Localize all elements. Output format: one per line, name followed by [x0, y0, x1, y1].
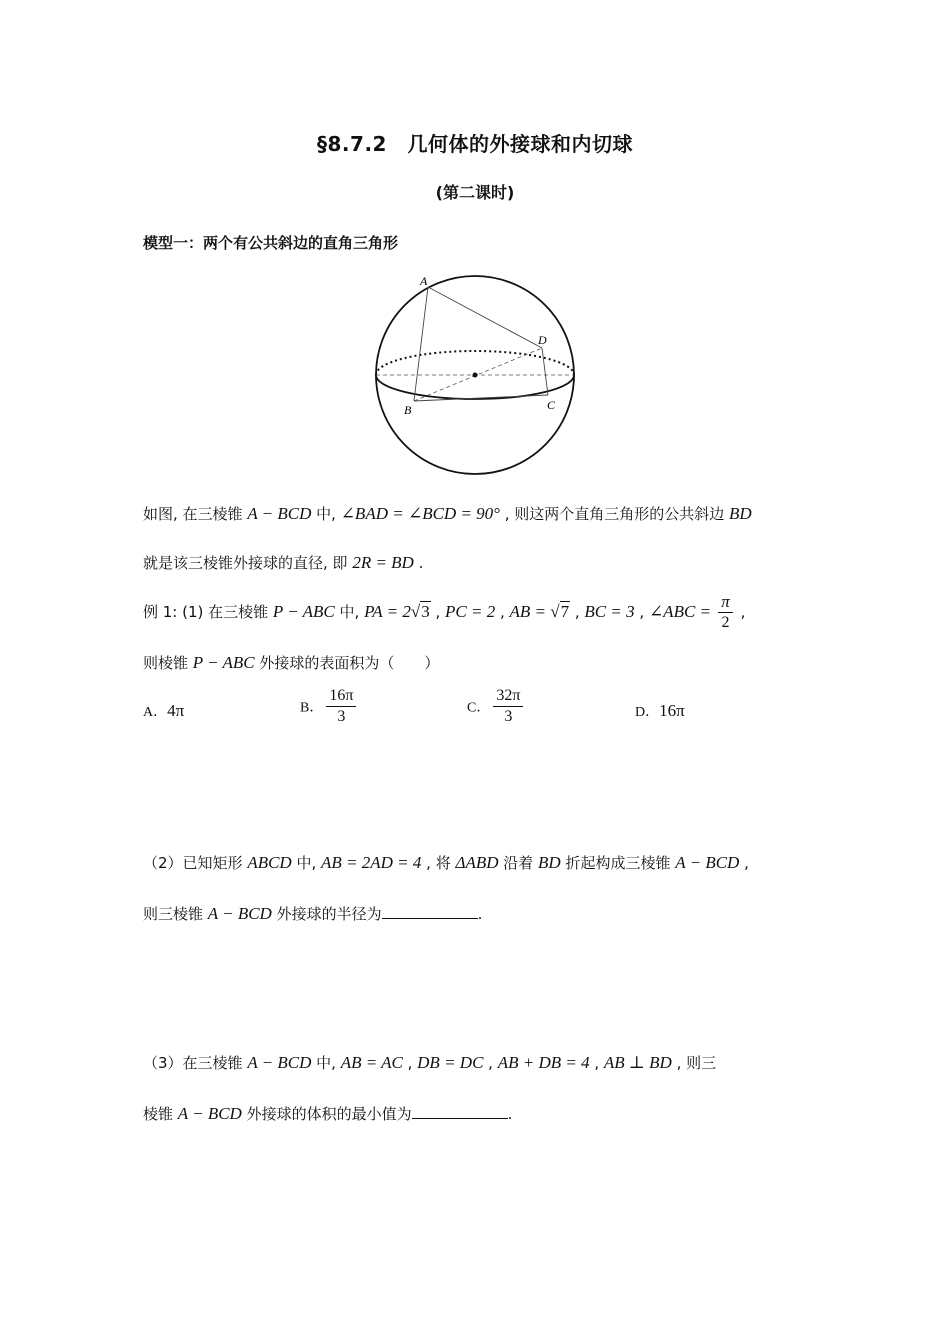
example2-statement: （2）已知矩形 ABCD 中, AB = 2AD = 4 , 将 ΔABD 沿着 BD 折起构成三棱锥 A − BCD ,	[143, 853, 749, 872]
edge-DC	[542, 348, 548, 395]
example3-question: 棱锥 A − BCD 外接球的体积的最小值为 .	[143, 1104, 513, 1123]
answer-blank-2[interactable]	[382, 904, 478, 919]
model1-heading: 模型一：两个有公共斜边的直角三角形	[143, 234, 399, 252]
example3-statement: （3）在三棱锥 A − BCD 中, AB = AC , DB = DC , AB + DB = 4 , AB ⊥ BD , 则三	[143, 1053, 717, 1072]
example1-question: 则棱锥 P − ABC 外接球的表面积为（ ）	[143, 653, 440, 672]
label-B: B	[404, 403, 412, 417]
page-subtitle: (第二课时)	[435, 183, 515, 202]
option-A[interactable]: A．4π	[143, 701, 185, 720]
option-B[interactable]: B． $\frac{16\pi}{3}$	[300, 686, 359, 727]
label-C: C	[547, 398, 556, 412]
para-intro: 如图, 在三棱锥 A − BCD 中, ∠BAD = ∠BCD = 90° , 则这两个直角三角形的公共斜边 BD	[143, 504, 752, 523]
example2-question: 则三棱锥 A − BCD 外接球的半径为 .	[143, 904, 483, 923]
edge-AD	[428, 287, 542, 348]
label-D: D	[538, 333, 547, 347]
center-point	[473, 373, 478, 378]
sphere-figure	[370, 268, 582, 480]
edge-BC	[414, 395, 548, 401]
page-title: §8.7.2 几何体的外接球和内切球	[317, 132, 633, 156]
option-C[interactable]: C． $\frac{32\pi}{3}$	[467, 686, 526, 727]
answer-blank-3[interactable]	[412, 1104, 508, 1119]
para-diameter: 就是该三棱锥外接球的直径, 即 2R = BD .	[143, 553, 424, 572]
edge-AB	[414, 287, 428, 401]
example1-statement: 例 1: (1) 在三棱锥 P − ABC 中, PA = 2√3 , PC = 2 , AB = √7 , BC = 3 , ∠ABC = $\frac{\pi}{2}$ ,	[143, 592, 746, 631]
fraction-pi-over-2: $\frac{\pi}{2}$	[718, 592, 733, 633]
option-D[interactable]: D．16π	[635, 701, 685, 720]
label-A: A	[420, 274, 428, 288]
edge-BD	[414, 348, 542, 401]
